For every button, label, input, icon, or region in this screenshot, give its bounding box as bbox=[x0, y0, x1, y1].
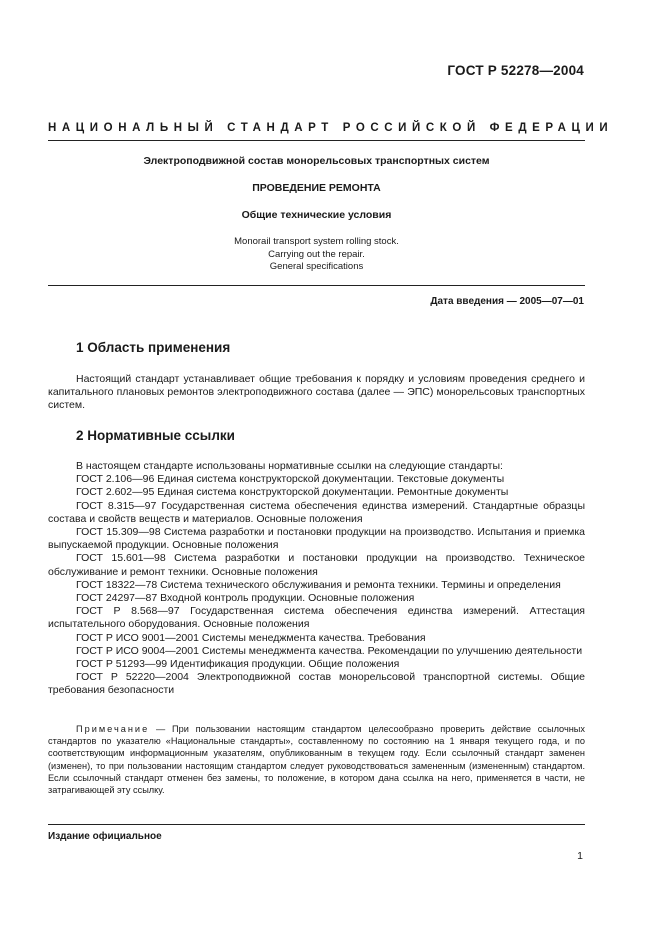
paragraph: Настоящий стандарт устанавливает общие требования к порядку и условиям проведения среднего и капитального плановых ремонтов электроподвижного состава (далее — ЭПС) монорельсовых транспортных систем. bbox=[48, 373, 585, 412]
reference-item: ГОСТ Р ИСО 9001—2001 Системы менеджмента качества. Требования bbox=[76, 631, 426, 644]
title-subtitle: ПРОВЕДЕНИЕ РЕМОНТА bbox=[252, 182, 381, 194]
national-standard-banner: НАЦИОНАЛЬНЫЙ СТАНДАРТ РОССИЙСКОЙ ФЕДЕРАЦИИ bbox=[48, 122, 614, 134]
reference-item: ГОСТ 8.315—97 Государственная система обеспечения единства измерений. Стандартные образцы состава и свойств веществ и материалов. Основные положения bbox=[48, 499, 585, 525]
title-divider bbox=[48, 285, 585, 286]
title-english-line: Carrying out the repair. bbox=[268, 248, 365, 260]
reference-item: ГОСТ Р ИСО 9004—2001 Системы менеджмента качества. Рекомендации по улучшению деятельности bbox=[76, 644, 583, 657]
note-block bbox=[48, 723, 585, 796]
title-subtitle-2: Общие технические условия bbox=[241, 209, 392, 221]
reference-item: ГОСТ 18322—78 Система технического обслуживания и ремонта техники. Термины и определения bbox=[76, 578, 561, 591]
reference-item: ГОСТ 2.106—96 Единая система конструкторской документации. Текстовые документы bbox=[76, 473, 505, 486]
reference-item: ГОСТ Р 51293—99 Идентификация продукции. Общие положения bbox=[76, 658, 400, 671]
section-1-heading: 1 Область применения bbox=[76, 340, 231, 355]
reference-item: ГОСТ Р 52220—2004 Электроподвижной состав монорельсовой транспортной системы. Общие требования безопасности bbox=[48, 671, 585, 697]
references-list bbox=[48, 460, 585, 698]
note-paragraph bbox=[48, 723, 585, 796]
section-1-text bbox=[48, 373, 585, 413]
note-text: — При пользовании настоящим стандартом целесообразно проверить действие ссылочных стандартов по указателю «Национальные стандарты», составленному по состоянию на 1 января текущего года, и по соответствующим информационным указателям, опубликованным в текущем году. Если ссылочный стандарт заменен (изменен), то при пользовании настоящим стандартом следует руководствоваться замененным (измененным) стандартом. Если ссылочный стандарт отменен без замены, то положение, в котором дана ссылка на него, применяется в части, не затрагивающей эту ссылку. bbox=[48, 724, 585, 796]
reference-item: ГОСТ 24297—87 Входной контроль продукции. Основные положения bbox=[76, 592, 415, 605]
footer-divider bbox=[48, 824, 585, 825]
paragraph: В настоящем стандарте использованы нормативные ссылки на следующие стандарты: bbox=[76, 460, 503, 472]
top-divider bbox=[48, 140, 585, 141]
introduction-date: Дата введения — 2005—07—01 bbox=[430, 296, 584, 307]
page-number: 1 bbox=[577, 850, 583, 862]
title-english bbox=[48, 236, 585, 274]
reference-item: ГОСТ Р 8.568—97 Государственная система обеспечения единства измерений. Аттестация испытательного оборудования. Основные положения bbox=[48, 605, 585, 631]
document-code: ГОСТ Р 52278—2004 bbox=[447, 63, 584, 78]
reference-item: ГОСТ 2.602—95 Единая система конструкторской документации. Ремонтные документы bbox=[76, 486, 509, 499]
reference-item: ГОСТ 15.601—98 Система разработки и постановки продукции на производство. Техническое обслуживание и ремонт техники. Основные положения bbox=[48, 552, 585, 578]
title-main: Электроподвижной состав монорельсовых транспортных систем bbox=[143, 155, 490, 167]
official-edition-label: Издание официальное bbox=[48, 831, 162, 842]
title-english-line: Monorail transport system rolling stock. bbox=[234, 236, 399, 247]
section-2-heading: 2 Нормативные ссылки bbox=[76, 428, 235, 443]
title-english-line: General specifications bbox=[269, 261, 364, 272]
reference-item: ГОСТ 15.309—98 Система разработки и постановки продукции на производство. Испытания и приемка выпускаемой продукции. Основные положения bbox=[48, 526, 585, 552]
note-label: Примечание bbox=[76, 724, 150, 734]
